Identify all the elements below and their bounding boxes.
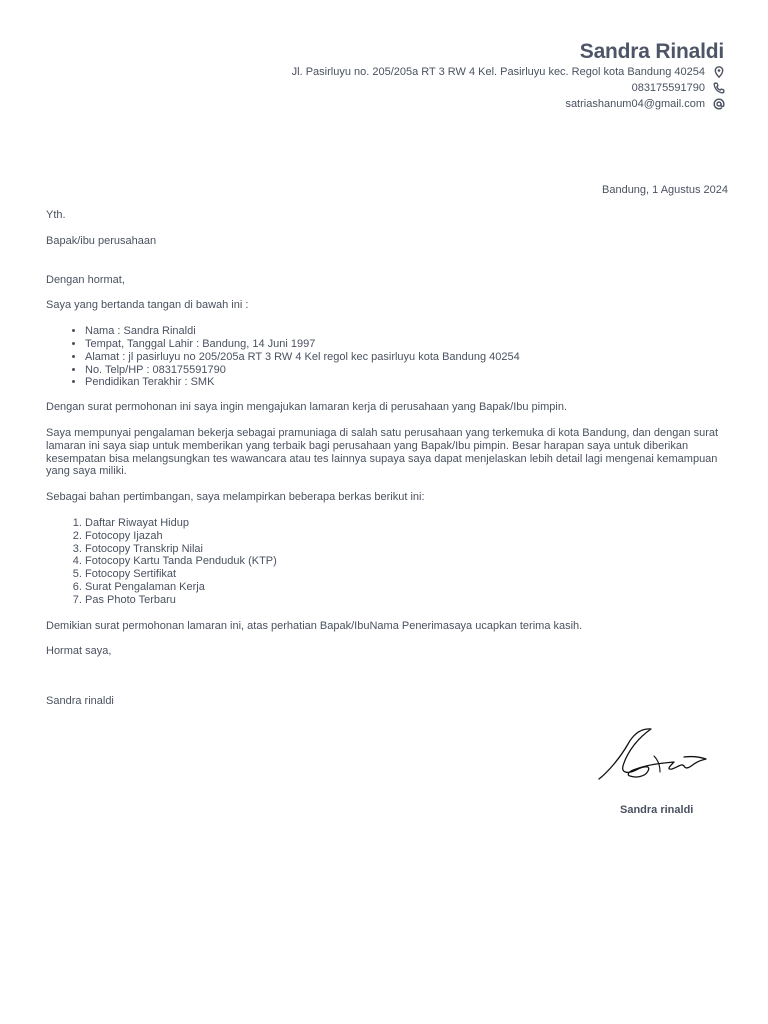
attachments-list bbox=[46, 517, 726, 607]
list-item: • Alamat : jl pasirluyu no 205/205a RT 3 RW 4 Kel regol kec pasirluyu kota Bandung 40254 bbox=[85, 351, 726, 364]
salutation-yth: Yth. bbox=[46, 209, 66, 221]
list-item: 7. Pas Photo Terbaru bbox=[85, 594, 726, 607]
list-item: 6. Surat Pengalaman Kerja bbox=[85, 581, 726, 594]
email-line bbox=[292, 96, 726, 112]
letter-date: Bandung, 1 Agustus 2024 bbox=[602, 184, 728, 196]
letter-header bbox=[292, 40, 726, 112]
phone-text: 083175591790 bbox=[631, 82, 705, 94]
address-text: Jl. Pasirluyu no. 205/205a RT 3 RW 4 Kel. Pasirluyu kec. Regol kota Bandung 40254 bbox=[291, 66, 705, 78]
address-line bbox=[292, 64, 726, 80]
personal-info-list bbox=[46, 325, 726, 389]
handwritten-signature bbox=[596, 726, 710, 789]
regards: Hormat saya, bbox=[46, 645, 112, 658]
intro-text: Saya yang bertanda tangan di bawah ini : bbox=[46, 299, 249, 312]
list-item: 1. Daftar Riwayat Hidup bbox=[85, 517, 726, 530]
paragraph-purpose: Dengan surat permohonan ini saya ingin mengajukan lamaran kerja di perusahaan yang Bapak/Ibu pimpin. bbox=[46, 401, 567, 414]
sender-name: Sandra Rinaldi bbox=[579, 40, 724, 63]
list-item: 4. Fotocopy Kartu Tanda Penduduk (KTP) bbox=[85, 555, 726, 568]
at-sign-icon bbox=[712, 97, 726, 111]
list-item: • No. Telp/HP : 083175591790 bbox=[85, 364, 726, 377]
phone-line bbox=[292, 80, 726, 96]
list-item: • Nama : Sandra Rinaldi bbox=[85, 325, 726, 338]
paragraph-experience: Saya mempunyai pengalaman bekerja sebagai pramuniaga di salah satu perusahaan yang terkemuka di kota Bandung, dan dengan surat lamaran ini saya siap untuk memberikan yang terbaik bagi perusahaan yang Bapak/Ibu pimpin. Besar harapan saya untuk diberikan kesempatan bisa melangsungkan tes wawancara atau tes lainnya supaya saya dapat menjelaskan lebih detail lagi mengenai kemampuan yang saya miliki. bbox=[46, 426, 719, 478]
greeting: Dengan hormat, bbox=[46, 273, 125, 286]
closing-text: Demikian surat permohonan lamaran ini, atas perhatian Bapak/IbuNama Penerimasaya ucapkan terima kasih. bbox=[46, 619, 583, 632]
recipient: Bapak/ibu perusahaan bbox=[46, 234, 157, 247]
signer-name-left: Sandra rinaldi bbox=[46, 695, 114, 708]
list-item: 3. Fotocopy Transkrip Nilai bbox=[85, 543, 726, 556]
email-text: satriashanum04@gmail.com bbox=[565, 98, 705, 110]
letter-body bbox=[46, 209, 726, 708]
phone-icon bbox=[712, 81, 726, 95]
list-item: 2. Fotocopy Ijazah bbox=[85, 530, 726, 543]
attachments-intro: Sebagai bahan pertimbangan, saya melampirkan beberapa berkas berikut ini: bbox=[46, 491, 425, 504]
list-item: • Tempat, Tanggal Lahir : Bandung, 14 Juni 1997 bbox=[85, 338, 726, 351]
list-item: • Pendidikan Terakhir : SMK bbox=[85, 376, 726, 389]
map-pin-icon bbox=[712, 65, 726, 79]
list-item: 5. Fotocopy Sertifikat bbox=[85, 568, 726, 581]
signer-name-right: Sandra rinaldi bbox=[620, 804, 694, 816]
